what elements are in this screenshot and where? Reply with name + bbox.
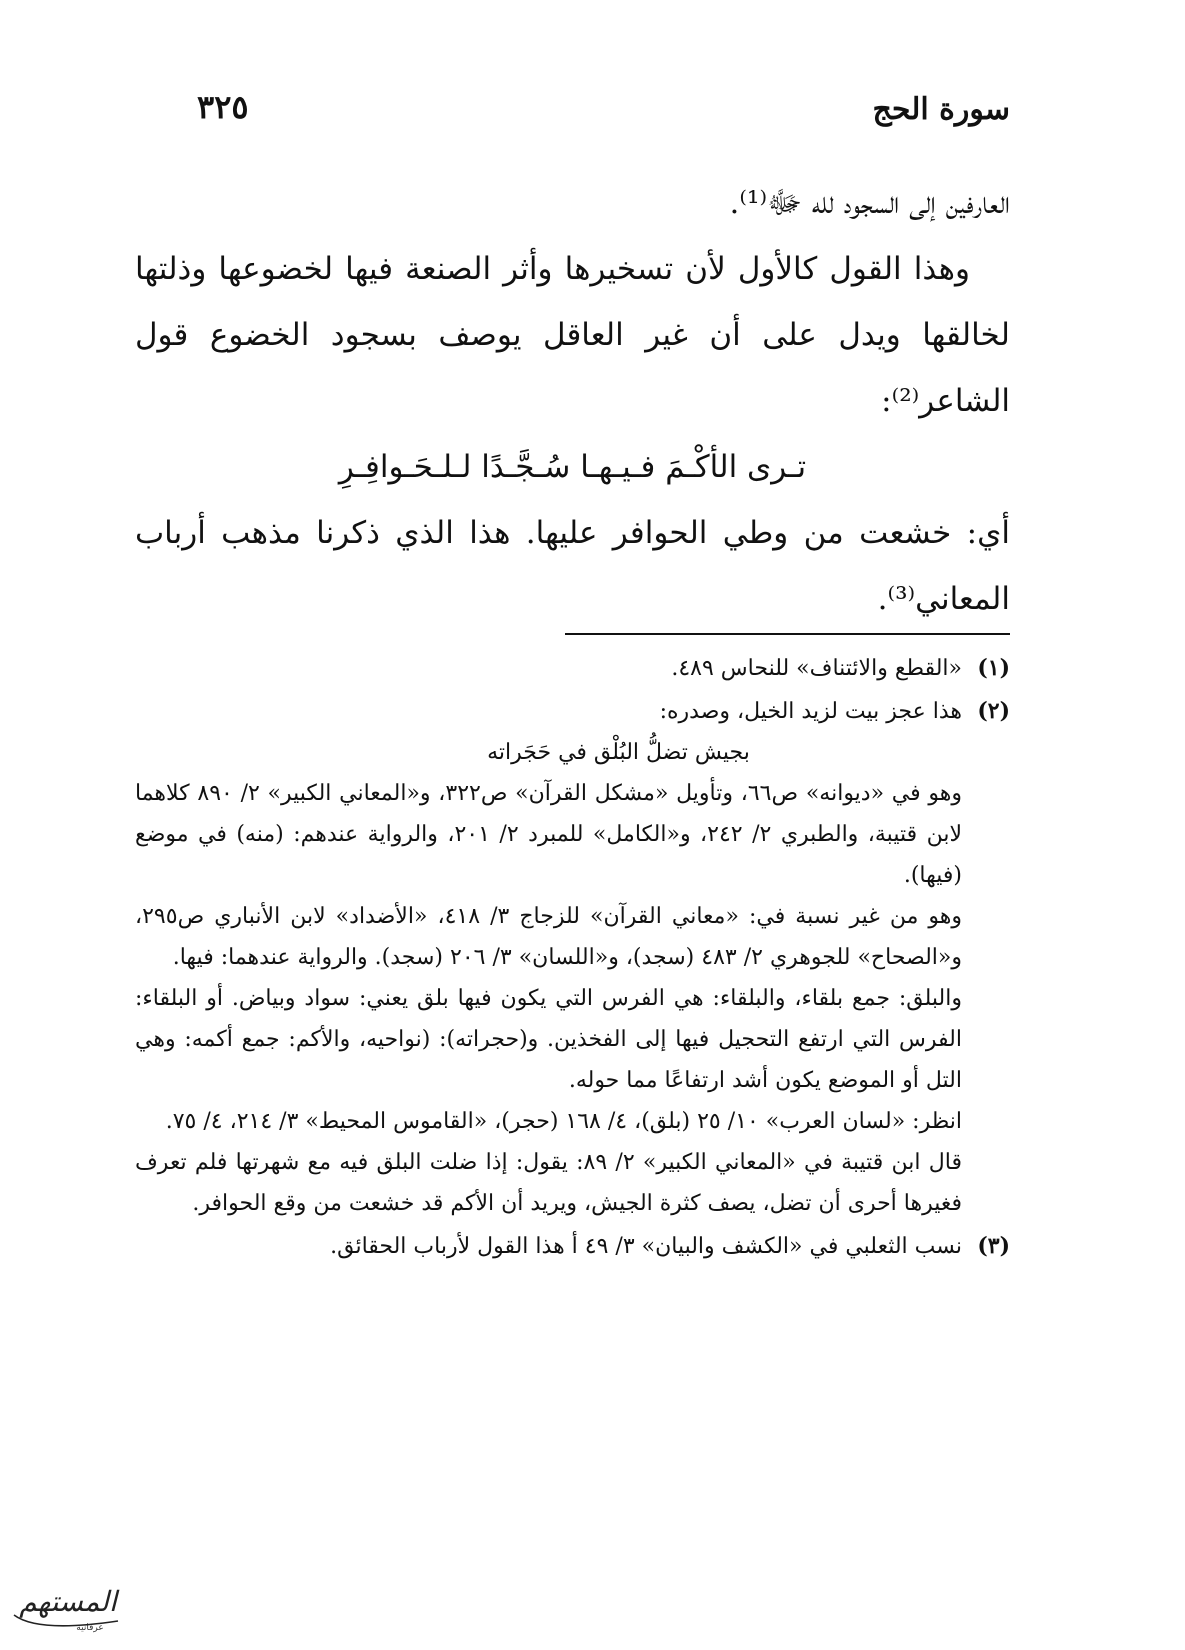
footnote-separator — [565, 633, 1010, 635]
footnote-number: (٢) — [977, 698, 1010, 724]
page-number: ٣٢٥ — [197, 88, 249, 126]
poetry-verse: تـرى الأكْـمَ فـيـهـا سُـجَّـدًا لـلـحَـوافِـرِ — [338, 449, 807, 485]
main-paragraph-3: أي: خشعت من وطي الحوافر عليها. هذا الذي ذكرنا مذهب أرباب المعاني⁽³⁾. — [135, 515, 1010, 617]
seal-small-text: عرفانية — [76, 1623, 104, 1633]
main-text — [135, 170, 1010, 632]
footnote-paragraph: والبلق: جمع بلقاء، والبلقاء: هي الفرس التي يكون فيها بلق يعني: سواد وبياض. أو البلقاء: الفرس التي ارتفع التحجيل فيها إلى الفخذين. و(حجراته): (نواحيه، والأكم: جمع أكمه: وهي التل أو الموضع يكون أشد ارتفاعًا مما حوله. — [135, 986, 962, 1093]
footnote-text: «القطع والائتناف» للنحاس ٤٨٩. — [671, 656, 962, 681]
footnote-verse: بجيش تضلُّ البُلْق في حَجَراته — [487, 740, 750, 765]
footnote-paragraph: انظر: «لسان العرب» ١٠/ ٢٥ (بلق)، ٤/ ١٦٨ (حجر)، «القاموس المحيط» ٣/ ٢١٤، ٤/ ٧٥. — [165, 1109, 962, 1134]
footnote-1 — [135, 648, 1010, 689]
main-paragraph-2: وهذا القول كالأول لأن تسخيرها وأثر الصنعة فيها لخضوعها وذلتها لخالقها ويدل على أن غير العاقل يوصف بسجود الخضوع قول الشاعر⁽²⁾: — [135, 251, 1010, 419]
footnote-2 — [135, 691, 1010, 1224]
footnote-text: نسب الثعلبي في «الكشف والبيان» ٣/ ٤٩ أ هذا القول لأرباب الحقائق. — [330, 1234, 962, 1259]
footnote-intro: هذا عجز بيت لزيد الخيل، وصدره: — [659, 699, 962, 724]
footnote-paragraph: وهو في «ديوانه» ص٦٦، وتأويل «مشكل القرآن» ص٣٢٢، و«المعاني الكبير» ٢/ ٨٩٠ كلاهما لابن قتيبة، والطبري ٢/ ٢٤٢، و«الكامل» للمبرد ٢/ ٢٠١، والرواية عندهم: (منه) في موضع (فيها). — [135, 781, 963, 888]
watermark-seal-icon — [8, 1575, 126, 1640]
running-header-title: سورة الحج — [872, 92, 1010, 127]
footnotes — [135, 648, 1010, 1269]
footnote-paragraph: وهو من غير نسبة في: «معاني القرآن» للزجاج ٣/ ٤١٨، «الأضداد» لابن الأنباري ص٢٩٥، و«الصحاح» للجوهري ٢/ ٤٨٣ (سجد)، و«اللسان» ٣/ ٢٠٦ (سجد). والرواية عندهما: فيها. — [135, 904, 963, 970]
main-paragraph-1: العارفين إلى السجود لله ﷻ⁽¹⁾. — [729, 185, 1010, 221]
footnote-number: (١) — [977, 655, 1010, 681]
footnote-3 — [135, 1226, 1010, 1267]
seal-main-text: المستهم — [19, 1585, 117, 1618]
footnote-number: (٣) — [977, 1233, 1010, 1259]
footnote-paragraph: قال ابن قتيبة في «المعاني الكبير» ٢/ ٨٩: يقول: إذا ضلت البلق فيه مع شهرتها فلم تعرف فغيرها أحرى أن تضل، يصف كثرة الجيش، ويريد أن الأكم قد خشعت من وقع الحوافر. — [135, 1150, 962, 1216]
